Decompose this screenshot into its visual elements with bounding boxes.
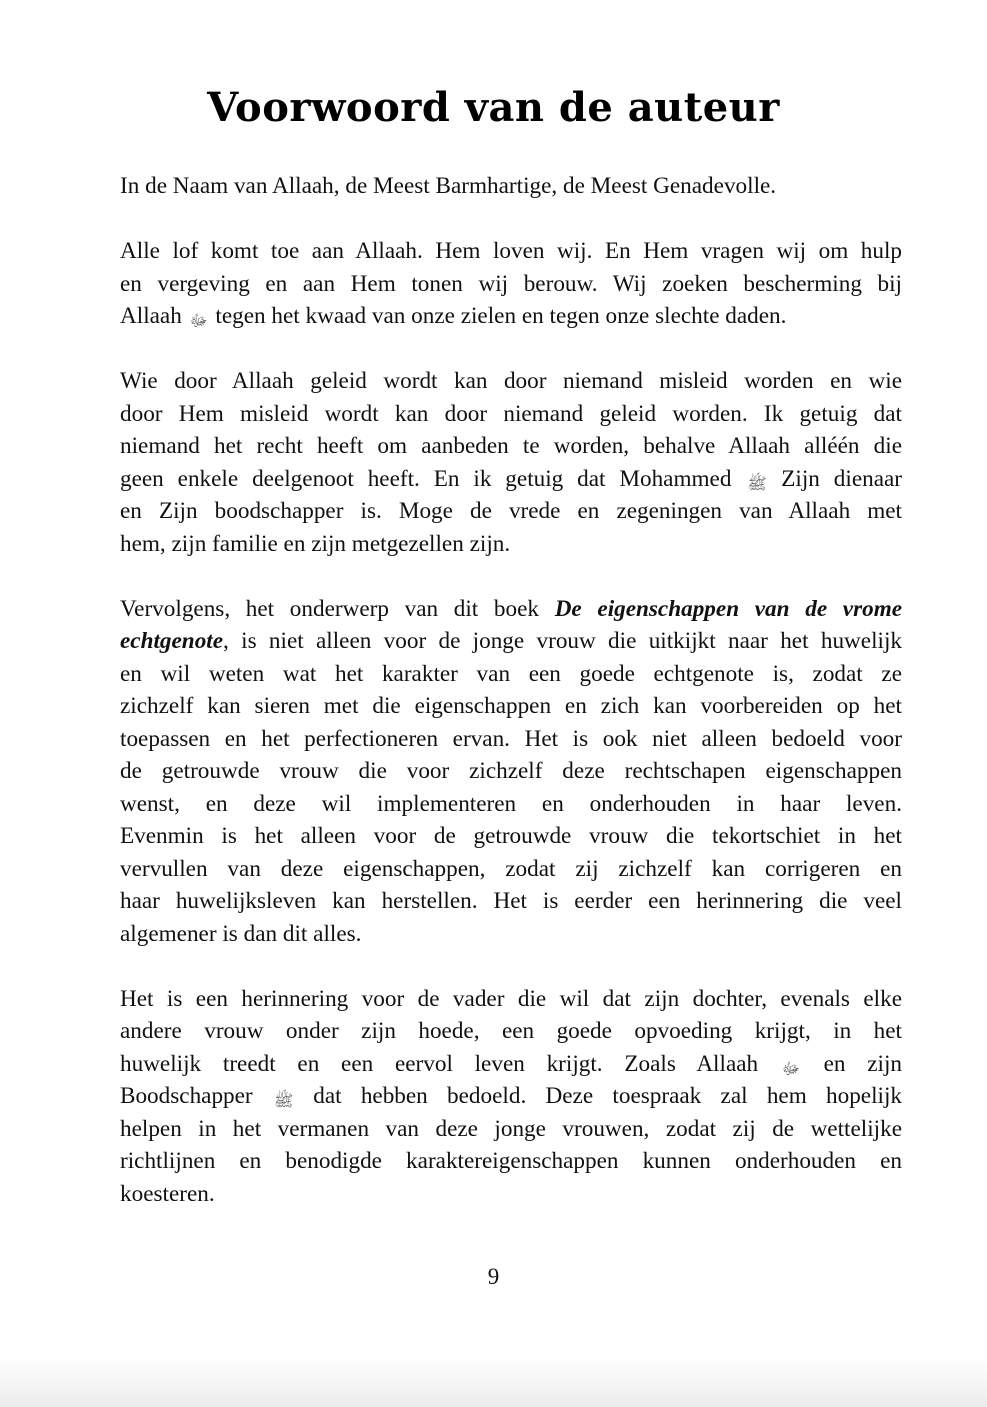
text-line: Evenmin is het alleen voor de getrouwde vrouw die tekortschiet in het — [120, 823, 902, 849]
text-line: zichzelf kan sieren met die eigenschappen en zich kan voorbereiden op het — [120, 693, 902, 719]
paragraph-subject — [120, 593, 902, 951]
book-title: echtgenote — [120, 628, 224, 654]
text-segment: huwelijk treedt en een eervol leven krijgt. Zoals Allaah — [120, 1050, 759, 1077]
text-line: toepassen en het perfectioneren ervan. Het is ook niet alleen bedoeld voor — [120, 725, 902, 752]
text-line: de getrouwde vrouw die voor zichzelf deze rechtschapen eigenschappen — [120, 758, 902, 784]
text-line — [120, 625, 902, 658]
text-line: Wie door Allaah geleid wordt kan door niemand misleid worden en wie — [120, 368, 902, 394]
text-line: vervullen van deze eigenschappen, zodat zij zichzelf kan corrigeren en — [120, 855, 902, 882]
text-segment: Zijn dienaar — [781, 465, 902, 492]
text-line: hem, zijn familie en zijn metgezellen zijn. — [120, 530, 511, 557]
honorific-swt-icon: ﷻ — [781, 1060, 800, 1078]
text-line: wenst, en deze wil implementeren en onderhouden in haar leven. — [120, 790, 902, 817]
text-line: richtlijnen en benodigde karaktereigenschappen kunnen onderhouden en — [120, 1148, 902, 1174]
text-line: en wil weten wat het karakter van een goede echtgenote is, zodat ze — [120, 660, 902, 687]
text-segment: , is niet alleen voor de jonge vrouw die uitkijkt naar het huwelijk — [223, 628, 902, 654]
text-line: In de Naam van Allaah, de Meest Barmhartige, de Meest Genadevolle. — [120, 173, 777, 199]
text-line: en Zijn boodschapper is. Moge de vrede en zegeningen van Allaah met — [120, 498, 902, 524]
text-line — [120, 463, 902, 496]
paragraph-praise — [120, 235, 902, 333]
text-segment: en zijn — [823, 1050, 902, 1077]
text-line — [120, 300, 902, 333]
paragraph-testimony — [120, 365, 902, 560]
text-segment: geen enkele deelgenoot heeft. En ik getuig dat Mohammed — [120, 465, 732, 492]
text-segment: Vervolgens, het onderwerp van dit boek — [120, 595, 539, 622]
text-line: Alle lof komt toe aan Allaah. Hem loven wij. En Hem vragen wij om hulp — [120, 238, 902, 264]
text-line — [120, 1080, 902, 1113]
text-segment: Boodschapper — [120, 1083, 253, 1109]
text-line: andere vrouw onder zijn hoede, een goede opvoeding krijgt, in het — [120, 1018, 902, 1044]
text-line: helpen in het vermanen van deze jonge vrouwen, zodat zij de wettelijke — [120, 1115, 902, 1142]
book-title: De eigenschappen van de vrome — [554, 595, 902, 622]
paragraph-reminder — [120, 983, 902, 1211]
text-line — [120, 593, 902, 626]
text-segment: Allaah — [120, 303, 182, 329]
text-line — [120, 1048, 902, 1081]
document-body — [120, 170, 902, 1243]
honorific-saw-icon: ﷺ — [747, 475, 767, 493]
text-line: haar huwelijksleven kan herstellen. Het is eerder een herinnering die veel — [120, 888, 902, 914]
text-line: en vergeving en aan Hem tonen wij berouw. Wij zoeken bescherming bij — [120, 270, 902, 297]
text-line: niemand het recht heeft om aanbeden te worden, behalve Allaah alléén die — [120, 433, 902, 459]
text-line: Het is een herinnering voor de vader die wil dat zijn dochter, evenals elke — [120, 985, 902, 1012]
page-bottom-shade — [0, 1357, 987, 1407]
page-number: 9 — [487, 1264, 500, 1289]
text-line: algemener is dan dit alles. — [120, 920, 362, 947]
paragraph-basmala — [120, 170, 902, 203]
page-title: Voorwoord van de auteur — [207, 84, 780, 131]
honorific-swt-icon: ﷻ — [189, 313, 208, 330]
text-line: koesteren. — [120, 1180, 215, 1207]
text-segment: dat hebben bedoeld. Deze toespraak zal hem hopelijk — [313, 1083, 902, 1109]
text-line: door Hem misleid wordt kan door niemand geleid worden. Ik getuig dat — [120, 400, 902, 427]
honorific-saw-icon: ﷺ — [273, 1093, 294, 1110]
text-segment: tegen het kwaad van onze zielen en tegen onze slechte daden. — [215, 303, 787, 329]
